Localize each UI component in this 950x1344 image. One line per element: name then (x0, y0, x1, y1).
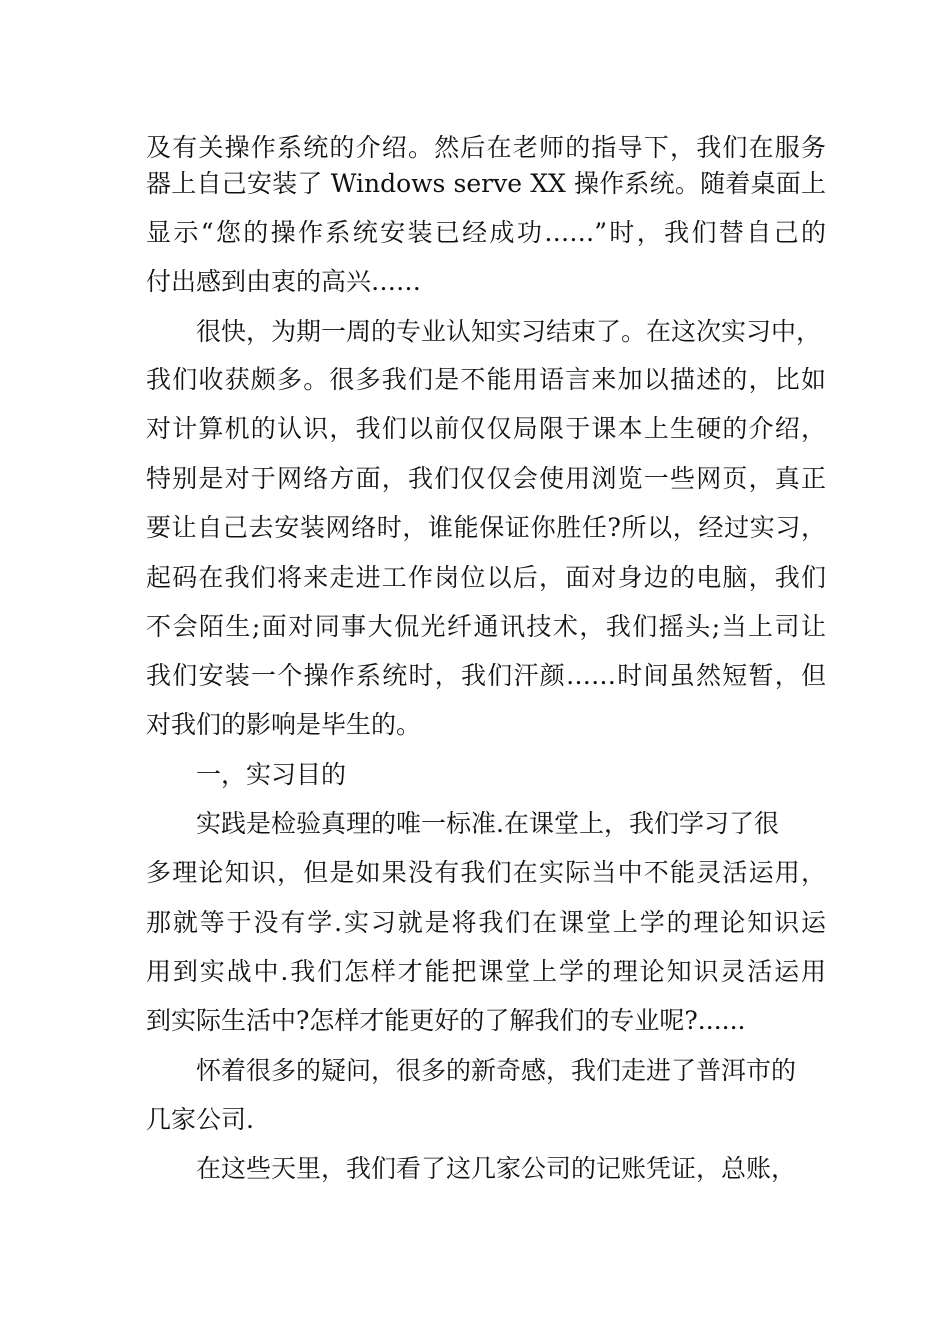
text-line: 显示“您的操作系统安装已经成功……”时，我们替自己的 (146, 218, 826, 247)
text-line: 那就等于没有学.实习就是将我们在课堂上学的理论知识运 (146, 908, 826, 937)
text-line: 起码在我们将来走进工作岗位以后，面对身边的电脑，我们 (146, 563, 826, 592)
text-line: 我们收获颇多。很多我们是不能用语言来加以描述的，比如 (146, 365, 826, 394)
text-line: 付出感到由衷的高兴…… (146, 267, 422, 296)
text-line: 及有关操作系统的介绍。然后在老师的指导下，我们在服务 (146, 133, 826, 162)
paragraph-first-line: 怀着很多的疑问，很多的新奇感，我们走进了普洱市的 (196, 1056, 797, 1085)
text-line: 几家公司. (146, 1105, 254, 1134)
text-line: 我们安装一个操作系统时，我们汗颜……时间虽然短暂，但 (146, 661, 826, 690)
text-line: 对我们的影响是毕生的。 (146, 710, 422, 739)
text-line: 要让自己去安装网络时，谁能保证你胜任?所以，经过实习， (146, 513, 826, 542)
text-line: 特别是对于网络方面，我们仅仅会使用浏览一些网页，真正 (146, 464, 826, 493)
paragraph-first-line: 在这些天里，我们看了这几家公司的记账凭证，总账， (196, 1154, 797, 1183)
paragraph-first-line: 很快，为期一周的专业认知实习结束了。在这次实习中， (196, 317, 822, 346)
paragraph-first-line: 实践是检验真理的唯一标准.在课堂上，我们学习了很 (196, 809, 779, 838)
text-line: 多理论知识，但是如果没有我们在实际当中不能灵活运用， (146, 858, 826, 887)
section-heading: 一，实习目的 (196, 760, 347, 789)
text-line: 对计算机的认识，我们以前仅仅局限于课本上生硬的介绍， (146, 414, 826, 443)
text-line: 器上自己安装了 Windows serve XX 操作系统。随着桌面上 (146, 169, 826, 198)
text-line: 到实际生活中?怎样才能更好的了解我们的专业呢?...... (146, 1006, 746, 1035)
text-line: 不会陌生;面对同事大侃光纤通讯技术，我们摇头;当上司让 (146, 612, 826, 641)
text-line: 用到实战中.我们怎样才能把课堂上学的理论知识灵活运用 (146, 957, 826, 986)
